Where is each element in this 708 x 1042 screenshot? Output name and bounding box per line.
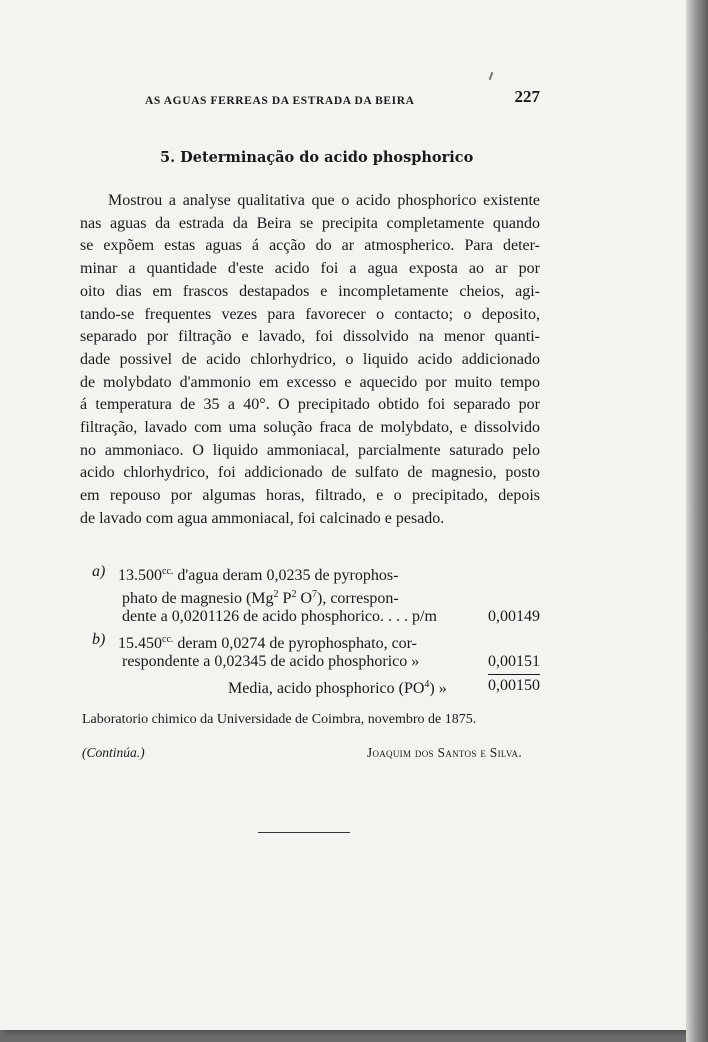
paragraph-line: separado por filtração e lavado, foi dissolvido na menor quanti- [80,328,540,346]
media-text [228,674,447,701]
paragraph-line: se expõem estas aguas á acção do ar atmospherico. Para deter- [80,237,540,255]
result-b-text-2: respondente a 0,02345 de acido phosphorico » [122,653,420,670]
result-a-unit: cc. [162,566,174,577]
paragraph-line: minar a quantidade d'este acido foi a agua exposta ao ar por [80,260,540,278]
body-paragraph [80,190,540,531]
result-a-volume: 13.500 [118,567,162,584]
paragraph-line: á temperatura de 35 a 40°. O precipitado obtido foi separado por [80,396,540,414]
page-header [145,87,540,109]
book-edge [686,0,708,1042]
formula-part: ), correspon- [317,589,399,607]
running-title: AS AGUAS FERREAS DA ESTRADA DA BEIRA [145,95,415,107]
paragraph-line: de lavado com agua ammoniacal, foi calcinado e pesado. [80,509,445,527]
result-b-label: b) [92,630,106,648]
formula-part: phato de magnesio (Mg [122,589,274,607]
closing-rule [258,832,350,833]
media-text-pre: Media, acido phosphorico (PO [228,679,425,697]
paragraph-line: no ammoniaco. O liquido ammoniacal, parcialmente saturado pelo [80,441,540,459]
paragraph-line: nas aguas da estrada da Beira se precipita completamente quando [80,214,540,232]
result-b-text-1: deram 0,0274 de pyrophosphato, cor- [173,634,418,652]
paragraph-line: dade possivel de acido chlorhydrico, o liquido acido addicionado [80,350,540,368]
laboratory-note: Laboratorio chimico da Universidade de Coimbra, novembro de 1875. [82,712,477,727]
result-b-volume: 15.450 [118,634,162,652]
paragraph-line: Mostrou a analyse qualitativa que o acido phosphorico existente [108,192,540,209]
media-value: 0,00150 [488,674,540,698]
result-b-value: 0,00151 [488,651,540,675]
result-a-value: 0,00149 [488,608,540,625]
media-text-post: ) » [429,679,447,697]
formula-part: P [278,589,292,607]
results-list [80,561,540,696]
print-mark [489,72,494,80]
media-line [80,674,540,697]
paragraph-line: oito dias em frascos destapados e incompletamente cheios, agi- [80,282,540,300]
media-sup: 4 [424,678,430,690]
paragraph-line: filtração, lavado com uma solução fraca de molybdato, e dissolvido [80,419,540,437]
paragraph-line: acido chlorhydrico, foi addicionado de sulfato de magnesio, posto [80,464,540,482]
continua-note: (Continúa.) [82,745,145,760]
formula-sup: 7 [312,588,317,600]
result-b-line-1 [80,629,540,652]
author-name: Joaquim dos Santos e Silva. [366,745,522,760]
result-a-line-2 [80,584,540,607]
result-b-unit: cc. [162,633,174,645]
result-a-label: a) [92,563,106,580]
formula-sup: 2 [273,588,279,600]
paragraph-line: tando-se frequentes vezes para favorecer o contacto; o deposito, [80,305,540,323]
signature-row [82,745,522,761]
result-a-line-3 [80,606,540,629]
result-a-text-1: d'agua deram 0,0235 de pyrophos- [173,567,399,584]
formula-part: O [296,589,312,607]
result-b-line-2 [80,651,540,674]
formula-sup: 2 [291,588,297,600]
result-a-line-1 [80,561,540,584]
page-number: 227 [514,87,540,106]
paragraph-line: em repouso por algumas horas, filtrado, e o precipitado, depois [80,487,540,505]
section-title: 5. Determinação do acido phosphorico [160,149,474,166]
paragraph-line: de molybdato d'ammonio em excesso e aquecido por muito tempo [80,373,540,391]
result-a-text-3: dente a 0,0201126 de acido phosphorico. . . . p/m [122,608,437,625]
